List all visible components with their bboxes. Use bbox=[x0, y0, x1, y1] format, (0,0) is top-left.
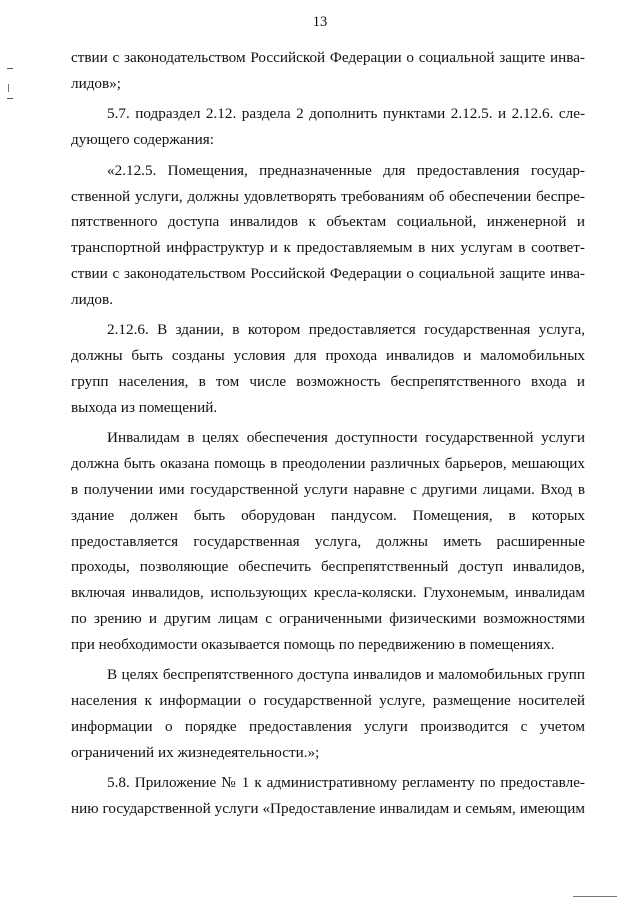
footer-rule bbox=[573, 896, 617, 897]
text-line: ственной услуги, должны удовлетворять требованиям об обеспечении беспре- bbox=[71, 187, 585, 205]
text-line: включая инвалидов, использующих кресла-коляски. Глухонемым, инвалидам bbox=[71, 584, 585, 602]
text-line: нию государственной услуги «Предоставление инвалидам и семьям, имеющим bbox=[71, 800, 585, 818]
text-line: ствии с законодательством Российской Федерации о социальной защите инва- bbox=[71, 264, 585, 282]
text-line: групп населения, в том числе возможность беспрепятственного входа и bbox=[71, 372, 585, 390]
text-line: по зрению и другим лицам с ограниченными физическими возможностями bbox=[71, 609, 585, 627]
text-line: «2.12.5. Помещения, предназначенные для предоставления государ- bbox=[107, 161, 585, 179]
text-line: транспортной инфраструктур и к предоставляемым в них услугам в соответ- bbox=[71, 239, 585, 257]
text-line: В целях беспрепятственного доступа инвалидов и маломобильных групп bbox=[107, 666, 585, 684]
text-line: в получении ими государственной услуги наравне с другими лицами. Вход в bbox=[71, 480, 585, 498]
text-line: лидов. bbox=[71, 290, 113, 308]
text-line: ствии с законодательством Российской Федерации о социальной защите инва- bbox=[71, 49, 585, 66]
text-line: дующего содержания: bbox=[71, 131, 214, 149]
text-line: пятственного доступа инвалидов к объектам социальной, инженерной и bbox=[71, 213, 585, 231]
text-line: при необходимости оказывается помощь по передвижению в помещениях. bbox=[71, 635, 555, 653]
text-line: предоставляется государственная услуга, должны иметь расширенные bbox=[71, 532, 585, 550]
text-line: проходы, позволяющие обеспечить беспрепятственный доступ инвалидов, bbox=[71, 558, 585, 576]
page-number: 13 bbox=[312, 14, 328, 30]
margin-mark bbox=[7, 98, 13, 99]
text-line: ограничений их жизнедеятельности.»; bbox=[71, 743, 320, 761]
text-line: лидов»; bbox=[71, 74, 122, 92]
text-line: Инвалидам в целях обеспечения доступности государственной услуги bbox=[107, 429, 585, 447]
text-line: выхода из помещений. bbox=[71, 398, 218, 416]
text-line: населения к информации о государственной услуге, размещение носителей bbox=[71, 692, 585, 710]
text-line: 2.12.6. В здании, в котором предоставляется государственная услуга, bbox=[107, 321, 585, 339]
margin-mark bbox=[8, 84, 9, 92]
document-body bbox=[71, 45, 585, 822]
text-line: информации о порядке предоставления услуги производится с учетом bbox=[71, 717, 585, 735]
text-line: должны быть созданы условия для прохода инвалидов и маломобильных bbox=[71, 347, 585, 365]
text-line: 5.8. Приложение № 1 к административному регламенту по предоставле- bbox=[107, 774, 585, 792]
margin-mark bbox=[7, 68, 13, 69]
text-line: 5.7. подраздел 2.12. раздела 2 дополнить пунктами 2.12.5. и 2.12.6. сле- bbox=[107, 105, 585, 123]
text-line: здание должен быть оборудован пандусом. Помещения, в которых bbox=[71, 506, 585, 524]
text-line: должна быть оказана помощь в преодолении различных барьеров, мешающих bbox=[71, 455, 585, 473]
